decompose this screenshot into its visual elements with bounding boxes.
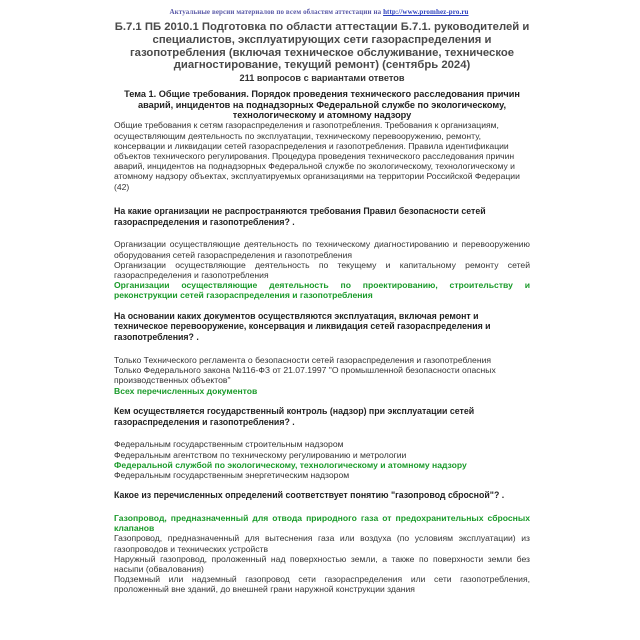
- header-note-link[interactable]: http://www.promhez-pro.ru: [383, 8, 469, 16]
- answer-3-4: Федеральным государственным энергетическим надзором: [114, 470, 350, 481]
- answer-1-3-correct: Организации осуществляющие деятельность по проектированию, строительству и реконструкции сетей газораспределения и газопотребления: [114, 280, 530, 301]
- answer-2-3-correct: Всех перечисленных документов: [114, 385, 258, 396]
- theme-description: Общие требования к сетям газораспределения и газопотребления. Требования к организациям, осуществляющим деятельность по эксплуатации, техническому перевооружению, ремонту, консервации и ликвидации сетей газораспределения и газопотребления. Правила идентификации объектов технического регулирования. Процедура проведения технического расследования причин аварий, инцидентов на поднадзорных Федеральной службе по экологическому, технологическому и атомному надзору объектах, эксплуатируемых организациями на территории Российской Федерации (42): [114, 120, 520, 192]
- document-page: [114, 8, 530, 595]
- answer-1-1: Организации осуществляющие деятельность по техническому диагностированию и перевооружению оборудования сетей газораспределения и газопотребления: [114, 239, 530, 260]
- answer-2-1: Только Технического регламента о безопасности сетей газораспределения и газопотребления: [114, 355, 492, 366]
- question-4: Какое из перечисленных определений соответствует понятию "газопровод сбросной"? .: [114, 490, 505, 501]
- question-2: На основании каких документов осуществляются эксплуатация, включая ремонт и техническое перевооружение, консервация и ликвидация сетей газораспределения и газопотребления? .: [114, 310, 491, 343]
- answer-4-2: Газопровод, предназначенный для вытеснения газа или воздуха (по условиям эксплуатации) из газопроводов и технических устройств: [114, 533, 530, 554]
- answer-list-4: [114, 513, 530, 595]
- answer-1-2: Организации осуществляющие деятельность по текущему и капитальному ремонту сетей газораспределения и газопотребления: [114, 259, 530, 281]
- answer-4-3: Наружный газопровод, проложенный над поверхностью земли, а также по поверхности земли без насыпи (обвалования): [114, 553, 530, 575]
- header-note-text: Актуальные версии материалов по всем областям аттестации на: [169, 8, 382, 16]
- answer-list-3: [114, 439, 530, 480]
- question-count: 211 вопросов с вариантами ответов: [239, 73, 405, 84]
- header-note: [108, 8, 530, 16]
- question-1: На какие организации не распространяются требования Правил безопасности сетей газораспределения и газопотребления? .: [114, 205, 486, 227]
- answer-4-4: Подземный или надземный газопровод сети газораспределения или сети газопотребления, проложенный вне зданий, до внешней грани наружной конструкции здания: [114, 574, 530, 595]
- answer-list-2: [114, 355, 530, 396]
- answer-3-2: Федеральным агентством по техническому регулированию и метрологии: [114, 449, 407, 460]
- answer-3-1: Федеральным государственным строительным надзором: [114, 439, 344, 450]
- answer-list-1: [114, 239, 530, 300]
- answer-2-2: Только Федерального закона №116-ФЗ от 21.07.1997 "О промышленной безопасности опасных производственных объектов": [114, 365, 496, 386]
- answer-4-1-correct: Газопровод, предназначенный для отвода природного газа от предохранительных сбросных клапанов: [114, 513, 530, 534]
- answer-3-3-correct: Федеральной службой по экологическому, технологическому и атомному надзору: [114, 459, 467, 470]
- theme-title: Тема 1. Общие требования. Порядок проведения технического расследования причин аварий, инцидентов на поднадзорных Федеральной службе по экологическому, технологическому и атомному надзору: [124, 89, 520, 120]
- document-title: Б.7.1 ПБ 2010.1 Подготовка по области аттестации Б.7.1. руководителей и специалистов, эксплуатирующих сети газораспределения и газопотребления (включая техническое обслуживание, техническое диагностирование, текущий ремонт) (сентябрь 2024): [114, 21, 530, 72]
- question-3: Кем осуществляется государственный контроль (надзор) при эксплуатации сетей газораспределения и газопотребления? .: [114, 405, 475, 427]
